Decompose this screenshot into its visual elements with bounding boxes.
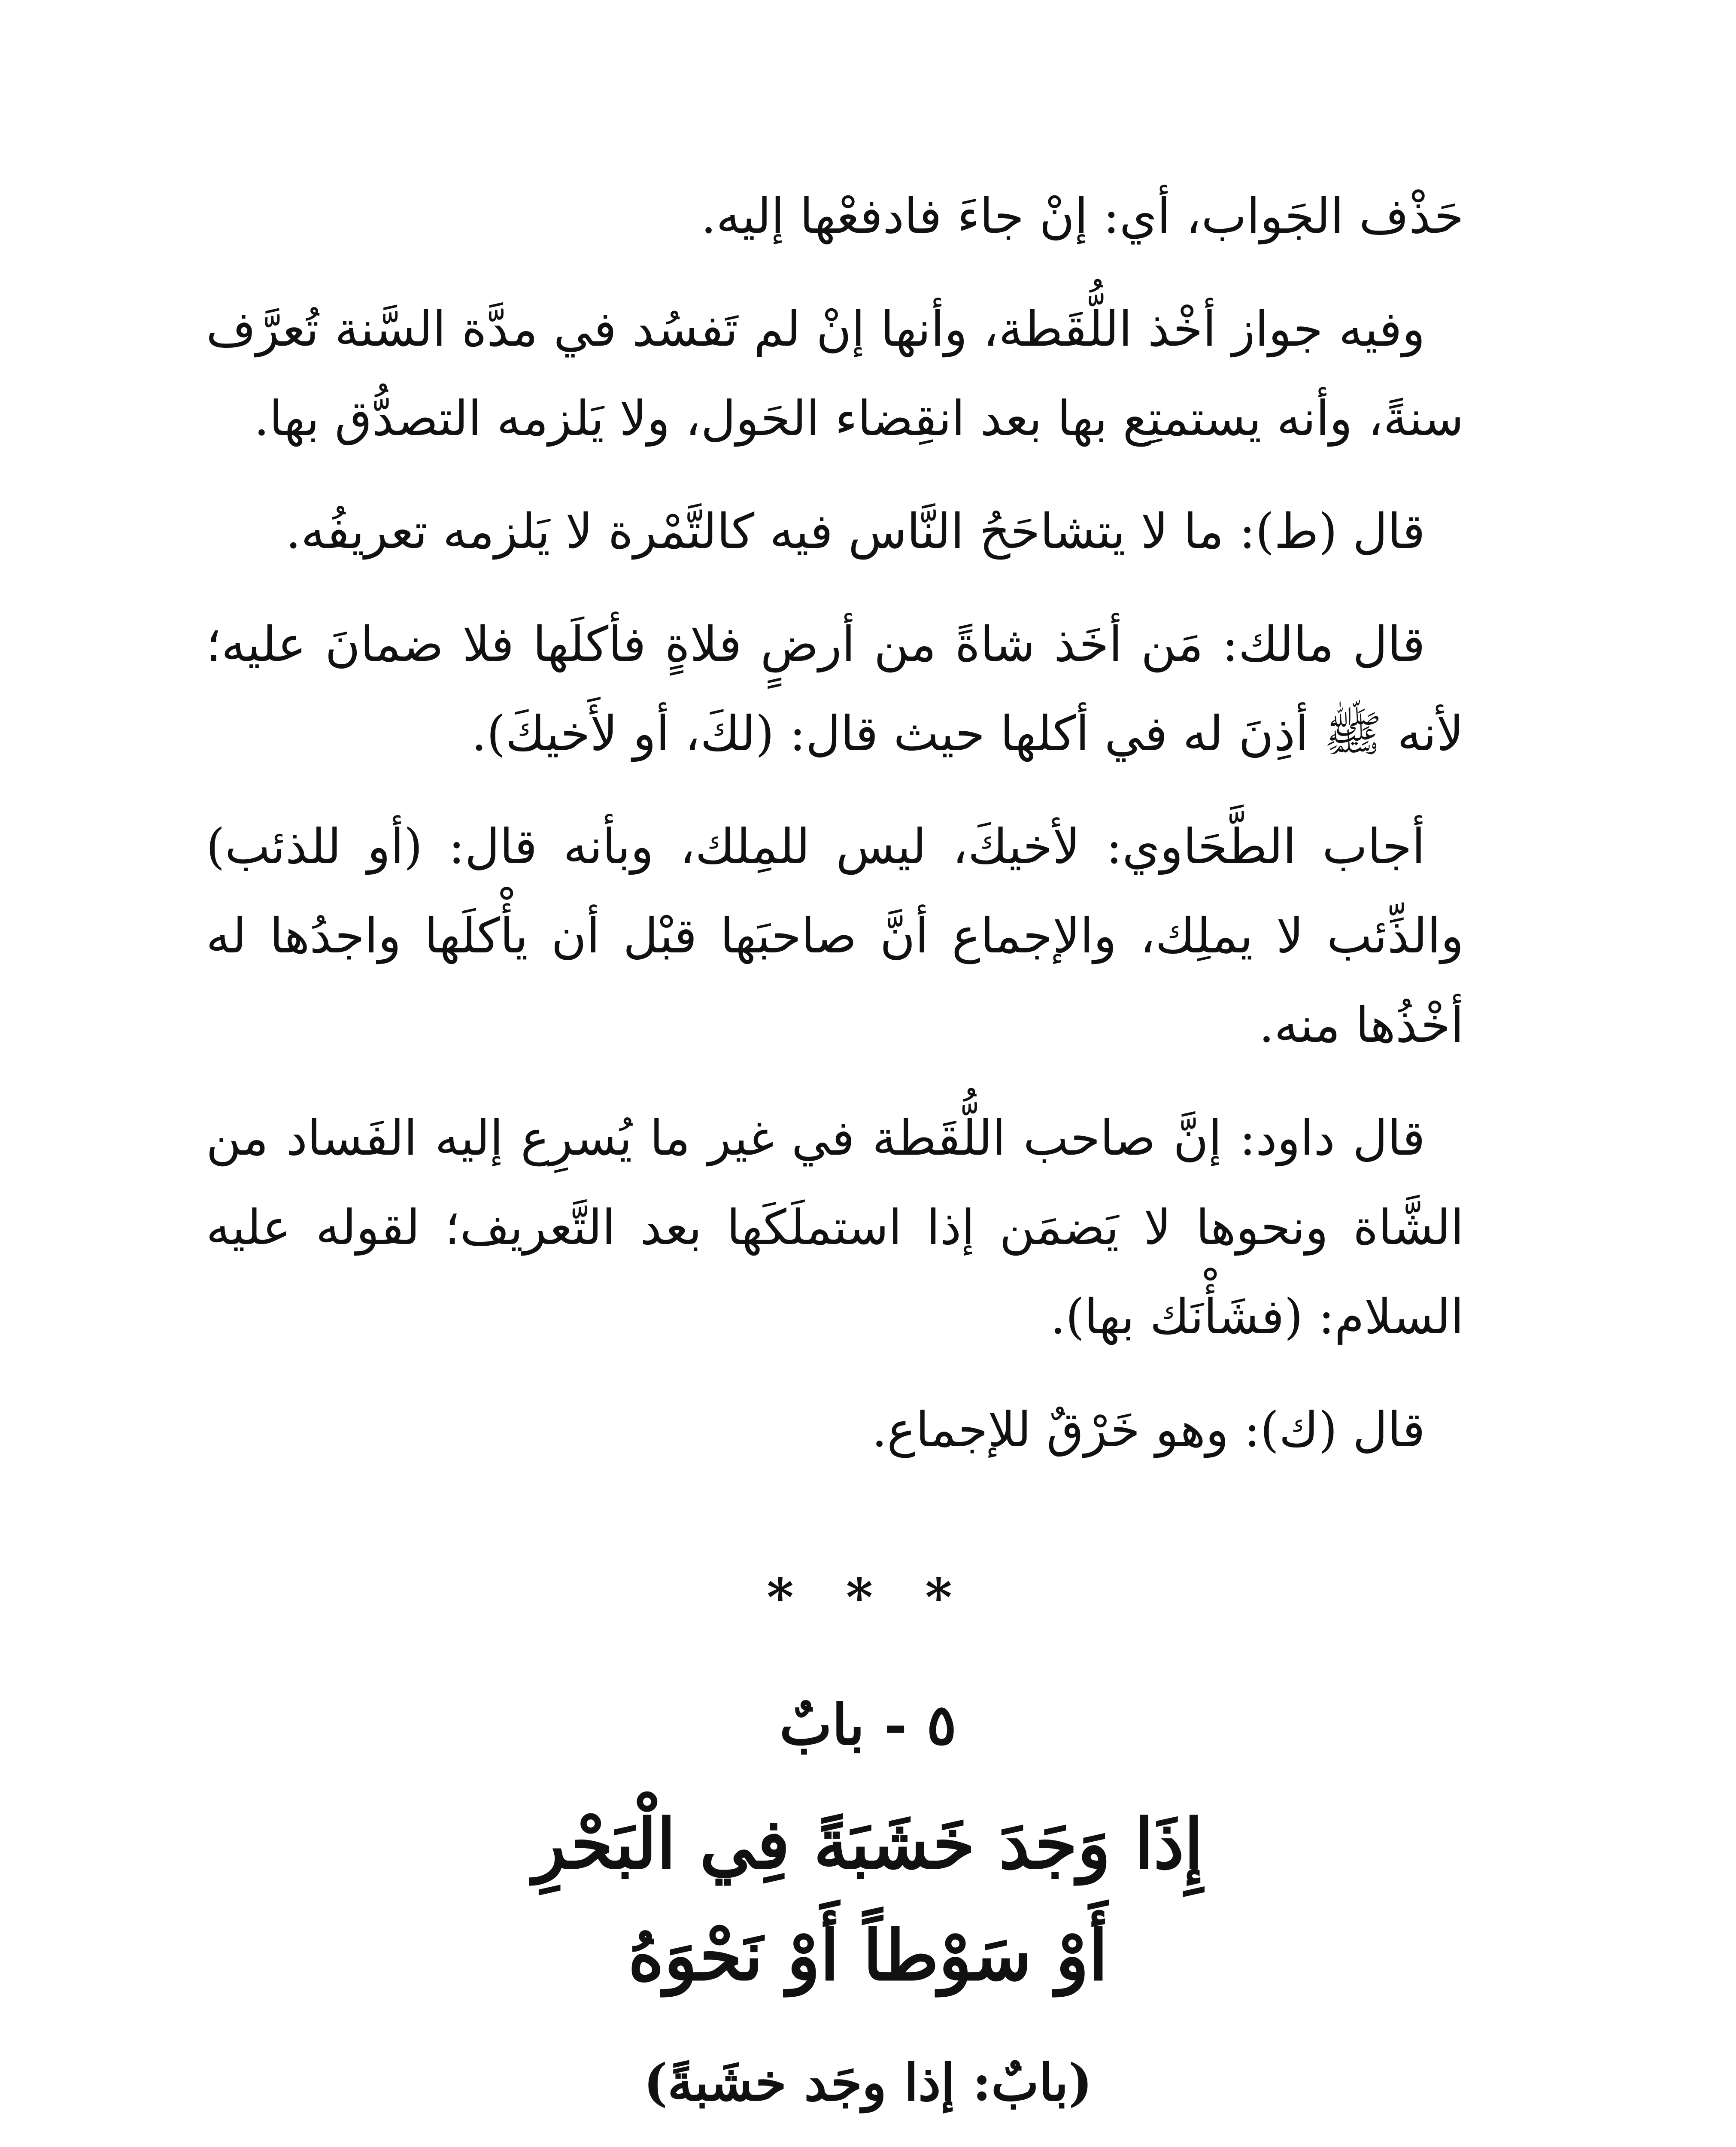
chapter-number: ٥ - بابٌ [779,1692,957,1758]
paragraph-answer-ellipsis: حَذْف الجَواب، أي: إنْ جاءَ فادفعْها إليه. [701,189,1464,244]
chapter-title-line-1: إِذَا وَجَدَ خَشَبَةً فِي الْبَحْرِ [533,1803,1203,1884]
section-separator: * * * [767,1567,969,1628]
paragraph-tamra-ruling: قال (ط): ما لا يتشاحَحُ النَّاس فيه كالتَّمْرة لا يَلزمه تعريفُه. [285,504,1425,560]
paragraph-ijma-note: قال (ك): وهو خَرْقٌ للإجماع. [871,1402,1425,1458]
paragraph-dawud-opinion: قال داود: إنَّ صاحب اللُّقَطة في غير ما يُسرِع إليه الفَساد من الشَّاة ونحوها لا يَضمَن إذا استملَكَها بعد التَّعريف؛ لقوله عليه السلام: (فشَأْنَك بها). [206,1110,1464,1345]
chapter-sub-heading: (بابٌ: إذا وجَد خشَبةً) [643,2053,1093,2112]
chapter-title-line-2: أَوْ سَوْطاً أَوْ نَحْوَهُ [628,1915,1108,1996]
commentary-text [206,172,1464,1498]
paragraph-lukata-ruling: وفيه جواز أخْذ اللُّقَطة، وأنها إنْ لم تَفسُد في مدَّة السَّنة تُعرَّف سنةً، وأنه يستمتِع بها بعد انقِضاء الحَول، ولا يَلزمه التصدُّق بها. [206,301,1464,447]
paragraph-malik-opinion: قال مالك: مَن أخَذ شاةً من أرضٍ فلاةٍ فأكلَها فلا ضمانَ عليه؛ لأنه ﷺ أذِنَ له في أكلها حيث قال: (لكَ، أو لأَخيكَ). [206,617,1464,762]
paragraph-tahawi-reply: أجاب الطَّحَاوي: لأخيكَ، ليس للمِلك، وبأنه قال: (أو للذئب) والذِّئب لا يملِك، والإجماع أنَّ صاحبَها قبْل أن يأْكلَها واجدُها له أخْذُها منه. [206,819,1464,1053]
